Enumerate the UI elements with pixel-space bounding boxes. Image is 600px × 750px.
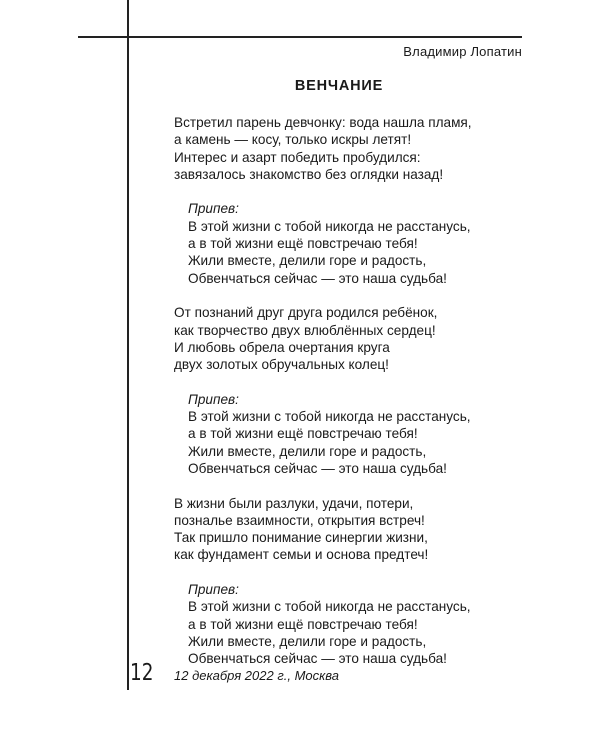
- chorus-line: а в той жизни ещё повстречаю тебя!: [188, 426, 418, 442]
- chorus-3: [188, 581, 472, 667]
- verse-line: как творчество двух влюблённых сердец!: [174, 322, 436, 338]
- verse-line: а камень — косу, только искры летят!: [174, 132, 412, 148]
- author-name: Владимир Лопатин: [403, 44, 522, 59]
- chorus-line: Жили вместе, делили горе и радость,: [188, 633, 427, 649]
- page-number: 12: [130, 660, 154, 686]
- verse-line: двух золотых обручальных колец!: [174, 357, 389, 373]
- chorus-label: Припев:: [188, 582, 239, 598]
- chorus-label: Припев:: [188, 391, 239, 407]
- horizontal-rule: [78, 36, 522, 38]
- verse-line: И любовь обрела очертания круга: [174, 339, 390, 355]
- verse-line: завязалось знакомство без оглядки назад!: [174, 166, 444, 182]
- verse-line: От познаний друг друга родился ребёнок,: [174, 305, 438, 321]
- verse-line: позналье взаимности, открытия встреч!: [174, 512, 425, 528]
- verse-line: В жизни были разлуки, удачи, потери,: [174, 495, 414, 511]
- chorus-line: а в той жизни ещё повстречаю тебя!: [188, 236, 418, 252]
- chorus-line: Обвенчаться сейчас — это наша судьба!: [188, 651, 447, 667]
- chorus-line: Жили вместе, делили горе и радость,: [188, 253, 427, 269]
- chorus-line: Обвенчаться сейчас — это наша судьба!: [188, 460, 447, 476]
- chorus-line: В этой жизни с тобой никогда не расстанусь,: [188, 218, 471, 234]
- chorus-line: Жили вместе, делили горе и радость,: [188, 443, 427, 459]
- verse-3: [174, 495, 472, 564]
- date-location: 12 декабря 2022 г., Москва: [174, 668, 340, 683]
- verse-2: [174, 304, 472, 373]
- chorus-1: [188, 200, 472, 286]
- poem-title: ВЕНЧАНИЕ: [294, 78, 384, 94]
- chorus-2: [188, 391, 472, 477]
- verse-line: как фундамент семьи и основа предтеч!: [174, 547, 429, 563]
- chorus-line: В этой жизни с тобой никогда не расстанусь,: [188, 409, 471, 425]
- verse-1: [174, 114, 472, 183]
- verse-line: Встретил парень девчонку: вода нашла пламя,: [174, 115, 472, 130]
- chorus-line: Обвенчаться сейчас — это наша судьба!: [188, 270, 447, 286]
- vertical-rule: [127, 0, 129, 690]
- chorus-line: В этой жизни с тобой никогда не расстанусь,: [188, 599, 471, 615]
- chorus-label: Припев:: [188, 201, 239, 217]
- verse-line: Так пришло понимание синергии жизни,: [174, 530, 428, 546]
- verse-line: Интерес и азарт победить пробудился:: [174, 149, 421, 165]
- chorus-line: а в той жизни ещё повстречаю тебя!: [188, 616, 418, 632]
- poem-body: [174, 114, 472, 685]
